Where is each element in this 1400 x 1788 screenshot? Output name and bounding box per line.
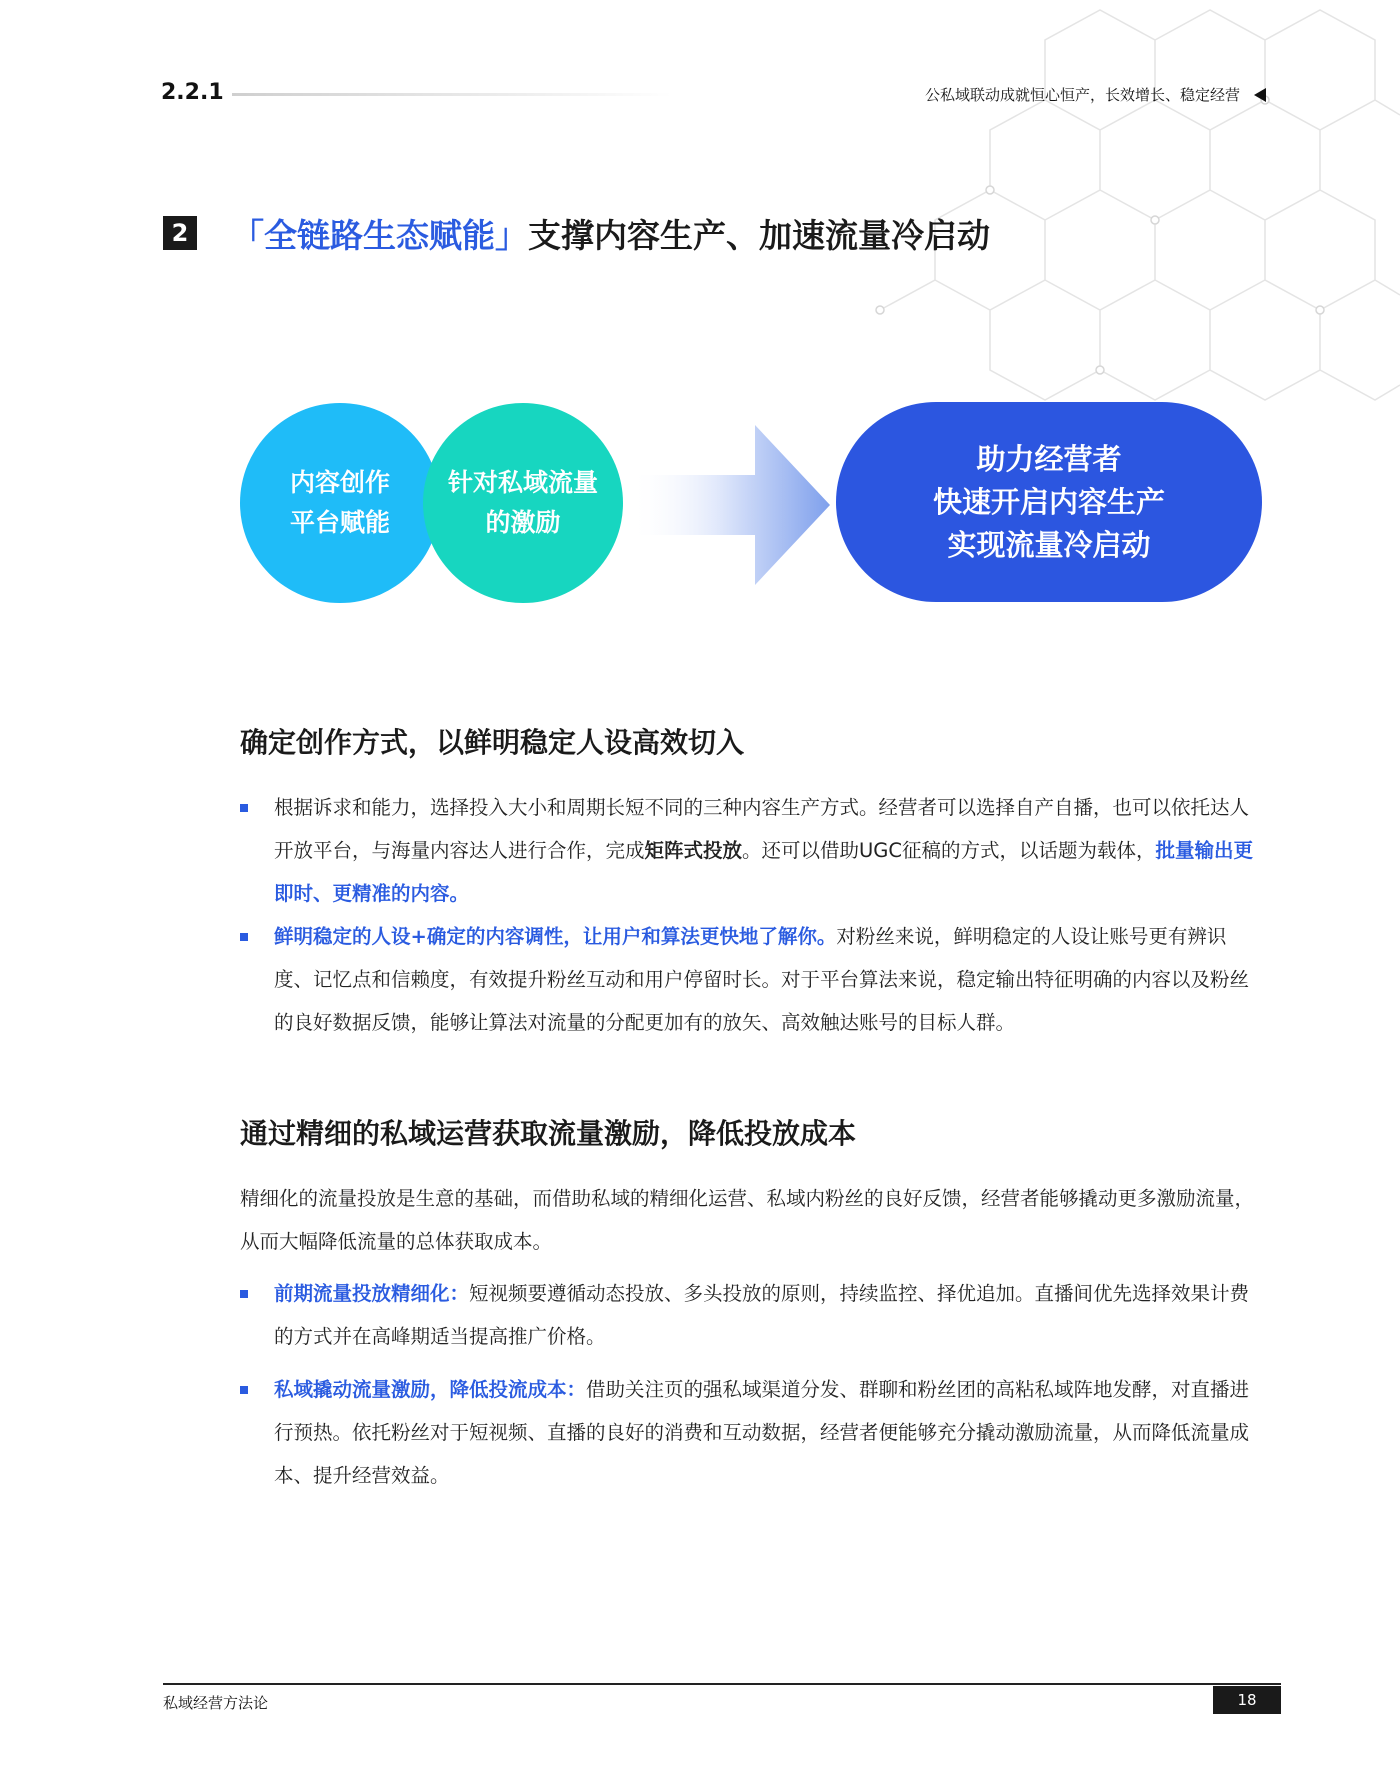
section-title bbox=[231, 210, 990, 257]
page-number: 18 bbox=[1213, 1686, 1281, 1714]
running-title: 公私域联动成就恒心恒产，长效增长、稳定经营 bbox=[924, 86, 1240, 104]
result-pill bbox=[836, 402, 1262, 602]
running-header bbox=[925, 84, 1266, 105]
bullet-text-part: 根据诉求和能力，选择投入大小和周期长短不同的三种内容生产方式。经营者可以选择自产自播，也可以依托达人开放平台，与海量内容达人进行合作，完成 bbox=[274, 796, 1250, 862]
bullet-text bbox=[274, 786, 1265, 915]
circle-content-platform bbox=[240, 403, 440, 603]
bullet-text-part: 借助关注页的强私域渠道分发、群聊和粉丝团的高粘私域阵地发酵，对直播进行预热。依托粉丝对于短视频、直播的良好的消费和互动数据，经营者便能够充分撬动激励流量，从而降低流量成本、提升经营效益。 bbox=[274, 1378, 1250, 1487]
section-title-rest: 支撑内容生产、加速流量冷启动 bbox=[528, 216, 990, 255]
intro-paragraph: 精细化的流量投放是生意的基础，而借助私域的精细化运营、私域内粉丝的良好反馈，经营者能够撬动更多激励流量，从而大幅降低流量的总体获取成本。 bbox=[240, 1187, 1255, 1253]
footer-title: 私域经营方法论 bbox=[163, 1694, 269, 1712]
bullet-text bbox=[274, 915, 1265, 1044]
triangle-left-icon bbox=[1254, 88, 1266, 102]
bullet-persona bbox=[240, 915, 1265, 1044]
bullet-text-bold: 矩阵式投放 bbox=[644, 839, 743, 862]
section-badge: 2 bbox=[163, 216, 197, 250]
bullet-text-part: 对粉丝来说，鲜明稳定的人设让账号更有辨识度、记忆点和信赖度，有效提升粉丝互动和用户停留时长。对于平台算法来说，稳定输出特征明确的内容以及粉丝的良好数据反馈，能够让算法对流量的分配更加有的放矢、高效触达账号的目标人群。 bbox=[274, 925, 1250, 1034]
bullet-text-part: 。还可以借助UGC征稿的方式，以话题为载体， bbox=[742, 839, 1156, 862]
circle2-line2: 的激励 bbox=[485, 508, 561, 537]
bullet-text-highlight: 私域撬动流量激励，降低投流成本： bbox=[274, 1378, 587, 1401]
heading-traffic-incentive: 通过精细的私域运营获取流量激励，降低投放成本 bbox=[240, 1117, 857, 1150]
bullet-content-production bbox=[240, 786, 1265, 915]
bullet-square-icon bbox=[240, 1386, 248, 1394]
bullet-text-highlight: 鲜明稳定的人设+确定的内容调性，让用户和算法更快地了解你。 bbox=[274, 925, 837, 948]
bullet-text-highlight: 前期流量投放精细化： bbox=[274, 1282, 470, 1305]
header-divider bbox=[232, 93, 672, 96]
result-line3: 实现流量冷启动 bbox=[947, 527, 1151, 562]
circle2-line1: 针对私域流量 bbox=[447, 468, 598, 497]
circle-private-traffic bbox=[423, 403, 623, 603]
heading-creation-method: 确定创作方式，以鲜明稳定人设高效切入 bbox=[240, 726, 745, 759]
bullet-text-part: 短视频要遵循动态投放、多头投放的原则，持续监控、择优追加。直播间优先选择效果计费的方式并在高峰期适当提高推广价格。 bbox=[274, 1282, 1250, 1348]
bullet-early-traffic bbox=[240, 1272, 1265, 1358]
arrow-right-icon bbox=[630, 425, 830, 585]
result-line1: 助力经营者 bbox=[976, 441, 1122, 476]
bullet-square-icon bbox=[240, 804, 248, 812]
bullet-square-icon bbox=[240, 1290, 248, 1298]
bullet-square-icon bbox=[240, 933, 248, 941]
bullet-text-highlight: 批量输出更即时、更精准的内容。 bbox=[274, 839, 1254, 905]
circle1-line2: 平台赋能 bbox=[289, 508, 390, 537]
bullet-text bbox=[274, 1272, 1265, 1358]
bullet-text bbox=[274, 1368, 1265, 1497]
section-number: 2.2.1 bbox=[161, 80, 224, 105]
section-title-highlight: 「全链路生态赋能」 bbox=[231, 216, 528, 255]
footer-divider bbox=[163, 1683, 1281, 1685]
result-line2: 快速开启内容生产 bbox=[932, 484, 1165, 519]
bullet-private-incentive bbox=[240, 1368, 1265, 1497]
circle1-line1: 内容创作 bbox=[289, 468, 390, 497]
